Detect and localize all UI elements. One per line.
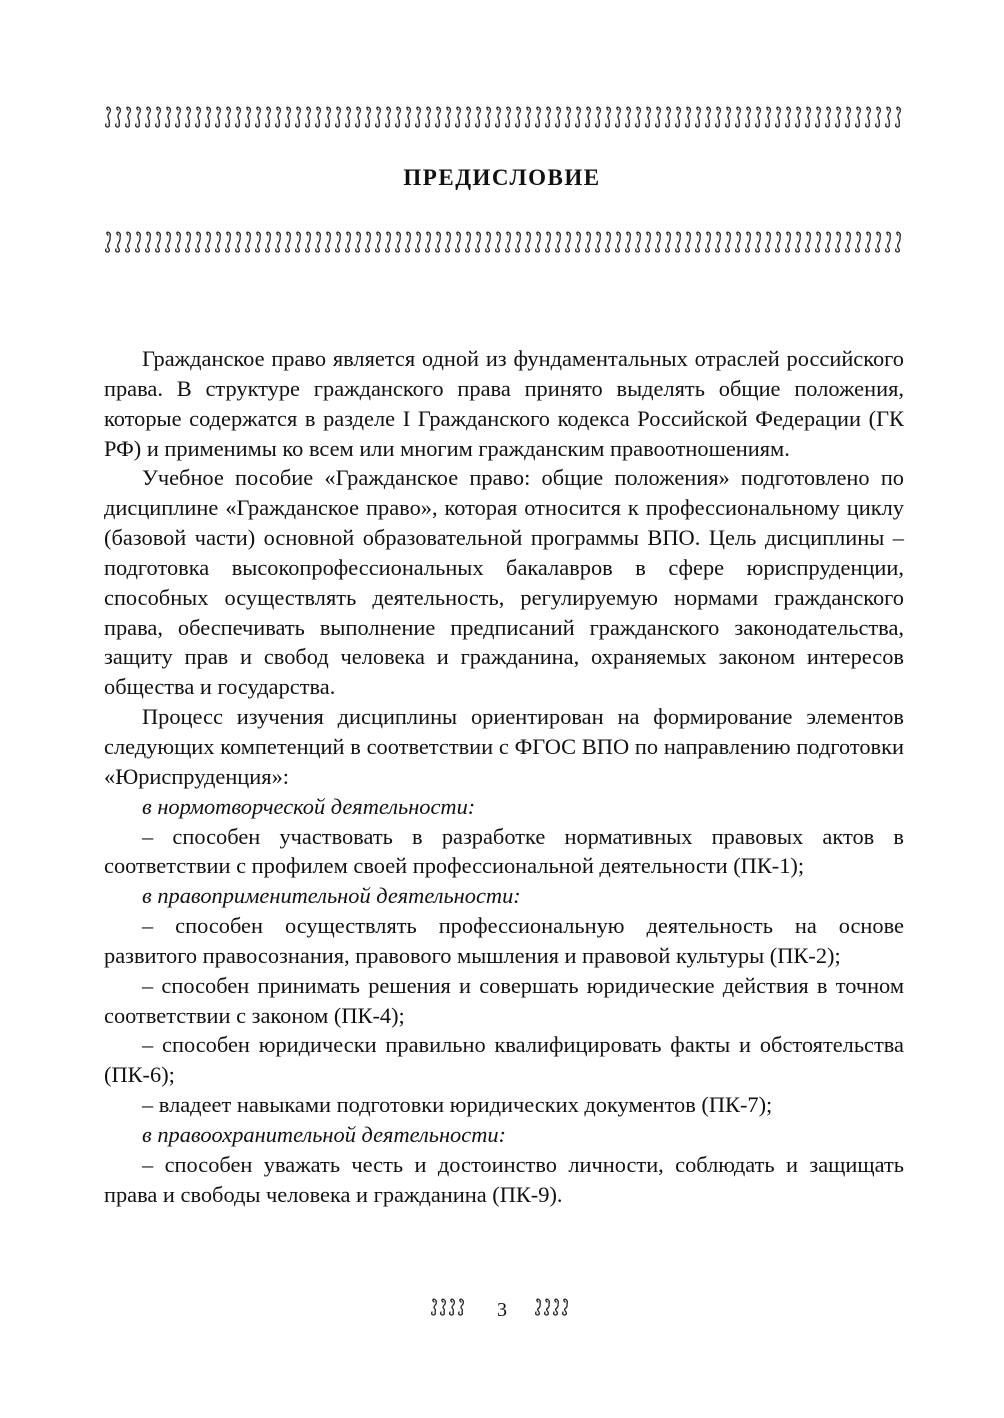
body-text xyxy=(104,344,904,1209)
swirl-glyph xyxy=(246,107,251,127)
swirl-glyph xyxy=(136,107,141,127)
swirl-glyph xyxy=(256,107,261,127)
swirl-glyph xyxy=(876,232,881,252)
swirl-glyph xyxy=(836,107,841,127)
swirl-glyph xyxy=(696,232,701,252)
swirl-glyph xyxy=(346,107,351,127)
swirl-glyph xyxy=(716,232,721,252)
swirl-glyph xyxy=(736,232,741,252)
footer-left-swirl-icon xyxy=(430,1296,470,1324)
swirl-glyph xyxy=(576,232,581,252)
swirl-glyph xyxy=(406,232,411,252)
swirl-glyph xyxy=(563,1299,568,1315)
swirl-glyph xyxy=(426,107,431,127)
swirl-glyph xyxy=(286,107,291,127)
swirl-glyph xyxy=(586,107,591,127)
swirl-glyph xyxy=(806,107,811,127)
swirl-glyph xyxy=(896,232,901,252)
swirl-glyph xyxy=(626,107,631,127)
swirl-glyph xyxy=(596,107,601,127)
swirl-glyph xyxy=(236,107,241,127)
swirl-glyph xyxy=(266,232,271,252)
swirl-glyph xyxy=(226,107,231,127)
swirl-glyph xyxy=(476,232,481,252)
swirl-glyph xyxy=(596,232,601,252)
swirl-glyph xyxy=(346,232,351,252)
swirl-glyph xyxy=(736,107,741,127)
swirl-glyph xyxy=(636,107,641,127)
swirl-glyph xyxy=(216,232,221,252)
swirl-glyph xyxy=(366,107,371,127)
swirl-glyph xyxy=(766,107,771,127)
section-title-law-enforcement: в правоохранительной деятельности: xyxy=(142,1121,507,1147)
swirl-glyph xyxy=(276,107,281,127)
swirl-glyph xyxy=(186,107,191,127)
swirl-glyph xyxy=(516,232,521,252)
swirl-glyph xyxy=(856,232,861,252)
swirl-glyph xyxy=(566,232,571,252)
swirl-glyph xyxy=(676,107,681,127)
swirl-glyph xyxy=(246,232,251,252)
section-title-enforcement: в правоприменительной деятельности: xyxy=(142,883,521,909)
swirl-glyph xyxy=(156,232,161,252)
swirl-glyph xyxy=(206,232,211,252)
swirl-glyph xyxy=(436,232,441,252)
swirl-glyph xyxy=(306,107,311,127)
swirl-glyph xyxy=(706,107,711,127)
swirl-glyph xyxy=(666,107,671,127)
swirl-glyph xyxy=(696,107,701,127)
swirl-glyph xyxy=(276,232,281,252)
top-ornament-border-icon xyxy=(104,104,904,130)
swirl-glyph xyxy=(726,107,731,127)
swirl-glyph xyxy=(786,232,791,252)
swirl-glyph xyxy=(146,107,151,127)
page-number: 3 xyxy=(497,1299,507,1321)
swirl-glyph xyxy=(776,232,781,252)
swirl-glyph xyxy=(376,107,381,127)
swirl-glyph xyxy=(416,107,421,127)
swirl-glyph xyxy=(746,232,751,252)
swirl-glyph xyxy=(216,107,221,127)
swirl-glyph xyxy=(136,232,141,252)
swirl-glyph xyxy=(176,232,181,252)
swirl-glyph xyxy=(826,232,831,252)
swirl-glyph xyxy=(126,107,131,127)
swirl-glyph xyxy=(546,107,551,127)
swirl-glyph xyxy=(396,107,401,127)
page-title: ПРЕДИСЛОВИЕ xyxy=(403,165,601,190)
swirl-glyph xyxy=(896,107,901,127)
swirl-glyph xyxy=(416,232,421,252)
swirl-glyph xyxy=(846,107,851,127)
swirl-glyph xyxy=(545,1299,550,1315)
swirl-glyph xyxy=(876,107,881,127)
swirl-glyph xyxy=(156,107,161,127)
swirl-glyph xyxy=(556,232,561,252)
swirl-glyph xyxy=(356,107,361,127)
swirl-glyph xyxy=(746,107,751,127)
swirl-glyph xyxy=(716,107,721,127)
swirl-glyph xyxy=(706,232,711,252)
swirl-glyph xyxy=(506,232,511,252)
swirl-glyph xyxy=(236,232,241,252)
swirl-glyph xyxy=(836,232,841,252)
swirl-glyph xyxy=(676,232,681,252)
swirl-glyph xyxy=(726,232,731,252)
swirl-glyph xyxy=(456,107,461,127)
swirl-glyph xyxy=(106,107,111,127)
swirl-glyph xyxy=(296,232,301,252)
paragraph-purpose: Учебное пособие «Гражданское право: общие положения» подготовлено по дисциплине «Гражданское право», которая относится к профессиональному циклу (базовой части) основной образовательной программы ВПО. Цель дисциплины – подготовка высокопрофессиональных бакалавров в сфере юриспруденции, способных осуществлять деятельность, регулируемую нормами гражданского права, обеспечивать выполнение предписаний гражданского законодательства, защиту прав и свобод человека и гражданина, охраняемых законом интересов общества и государства. xyxy=(104,465,904,700)
swirl-glyph xyxy=(526,232,531,252)
swirl-glyph xyxy=(866,232,871,252)
swirl-glyph xyxy=(436,107,441,127)
swirl-glyph xyxy=(606,232,611,252)
swirl-glyph xyxy=(576,107,581,127)
swirl-glyph xyxy=(366,232,371,252)
swirl-glyph xyxy=(256,232,261,252)
swirl-glyph xyxy=(536,1299,541,1315)
swirl-glyph xyxy=(386,232,391,252)
swirl-glyph xyxy=(196,107,201,127)
swirl-glyph xyxy=(286,232,291,252)
swirl-glyph xyxy=(796,232,801,252)
swirl-glyph xyxy=(786,107,791,127)
swirl-glyph xyxy=(886,232,891,252)
swirl-glyph xyxy=(466,107,471,127)
swirl-glyph xyxy=(116,232,121,252)
footer-right-swirl-icon xyxy=(534,1296,574,1324)
swirl-glyph xyxy=(636,232,641,252)
swirl-glyph xyxy=(626,232,631,252)
swirl-glyph xyxy=(806,232,811,252)
swirl-glyph xyxy=(486,232,491,252)
swirl-glyph xyxy=(406,107,411,127)
swirl-glyph xyxy=(846,232,851,252)
swirl-glyph xyxy=(106,232,111,252)
page-footer xyxy=(0,1296,1004,1324)
list-item-pk9: – способен уважать честь и достоинство личности, соблюдать и защищать права и свободы человека и гражданина (ПК-9). xyxy=(104,1151,904,1207)
swirl-glyph xyxy=(616,107,621,127)
swirl-glyph xyxy=(686,107,691,127)
swirl-glyph xyxy=(426,232,431,252)
swirl-glyph xyxy=(816,107,821,127)
list-item-pk6: – способен юридически правильно квалифицировать факты и обстоятельства (ПК-6); xyxy=(104,1032,904,1088)
swirl-glyph xyxy=(296,107,301,127)
swirl-glyph xyxy=(446,107,451,127)
swirl-glyph xyxy=(526,107,531,127)
swirl-glyph xyxy=(586,232,591,252)
swirl-glyph xyxy=(446,232,451,252)
swirl-glyph xyxy=(646,107,651,127)
swirl-glyph xyxy=(796,107,801,127)
list-item-pk4: – способен принимать решения и совершать юридические действия в точном соответствии с законом (ПК-4); xyxy=(104,972,904,1028)
swirl-glyph xyxy=(206,107,211,127)
swirl-glyph xyxy=(496,232,501,252)
swirl-glyph xyxy=(866,107,871,127)
swirl-glyph xyxy=(756,232,761,252)
swirl-glyph xyxy=(432,1299,437,1315)
swirl-glyph xyxy=(336,232,341,252)
swirl-glyph xyxy=(566,107,571,127)
list-item-pk1: – способен участвовать в разработке нормативных правовых актов в соответствии с профилем своей профессиональной деятельности (ПК-1); xyxy=(104,823,904,879)
swirl-glyph xyxy=(516,107,521,127)
swirl-glyph xyxy=(826,107,831,127)
swirl-glyph xyxy=(616,232,621,252)
swirl-glyph xyxy=(536,232,541,252)
swirl-glyph xyxy=(556,107,561,127)
swirl-glyph xyxy=(326,107,331,127)
swirl-glyph xyxy=(476,107,481,127)
swirl-glyph xyxy=(486,107,491,127)
swirl-glyph xyxy=(126,232,131,252)
swirl-glyph xyxy=(176,107,181,127)
swirl-glyph xyxy=(656,232,661,252)
swirl-glyph xyxy=(646,232,651,252)
swirl-glyph xyxy=(776,107,781,127)
swirl-glyph xyxy=(459,1299,464,1315)
swirl-glyph xyxy=(336,107,341,127)
swirl-glyph xyxy=(656,107,661,127)
swirl-glyph xyxy=(146,232,151,252)
bottom-ornament-border-icon xyxy=(104,229,904,255)
swirl-glyph xyxy=(166,232,171,252)
swirl-glyph xyxy=(536,107,541,127)
swirl-glyph xyxy=(466,232,471,252)
swirl-glyph xyxy=(886,107,891,127)
swirl-glyph xyxy=(186,232,191,252)
list-item-pk7: – владеет навыками подготовки юридических документов (ПК-7); xyxy=(142,1092,773,1118)
swirl-glyph xyxy=(316,107,321,127)
list-item-pk2: – способен осуществлять профессиональную деятельность на основе развитого правосознания, правового мышления и правовой культуры (ПК-2); xyxy=(104,913,904,968)
swirl-glyph xyxy=(666,232,671,252)
swirl-glyph xyxy=(816,232,821,252)
swirl-glyph xyxy=(606,107,611,127)
swirl-glyph xyxy=(316,232,321,252)
swirl-glyph xyxy=(496,107,501,127)
swirl-glyph xyxy=(756,107,761,127)
swirl-glyph xyxy=(226,232,231,252)
swirl-glyph xyxy=(386,107,391,127)
swirl-glyph xyxy=(856,107,861,127)
paragraph-intro: Гражданское право является одной из фундаментальных отраслей российского права. В структуре гражданского права принято выделять общие положения, которые содержатся в разделе I Гражданского кодекса Российской Федерации (ГК РФ) и применимы ко всем или многим гражданским правоотношениям. xyxy=(104,346,904,461)
swirl-glyph xyxy=(326,232,331,252)
swirl-glyph xyxy=(554,1299,559,1315)
section-title-normative: в нормотворческой деятельности: xyxy=(142,793,476,819)
swirl-glyph xyxy=(196,232,201,252)
swirl-glyph xyxy=(506,107,511,127)
paragraph-competencies: Процесс изучения дисциплины ориентирован на формирование элементов следующих компетенций в соответствии с ФГОС ВПО по направлению подготовки «Юриспруденция»: xyxy=(104,704,904,789)
swirl-glyph xyxy=(306,232,311,252)
swirl-glyph xyxy=(266,107,271,127)
swirl-glyph xyxy=(686,232,691,252)
swirl-glyph xyxy=(441,1299,446,1315)
swirl-glyph xyxy=(456,232,461,252)
swirl-glyph xyxy=(356,232,361,252)
swirl-glyph xyxy=(766,232,771,252)
swirl-glyph xyxy=(546,232,551,252)
swirl-glyph xyxy=(116,107,121,127)
swirl-glyph xyxy=(166,107,171,127)
swirl-glyph xyxy=(376,232,381,252)
swirl-glyph xyxy=(450,1299,455,1315)
swirl-glyph xyxy=(396,232,401,252)
